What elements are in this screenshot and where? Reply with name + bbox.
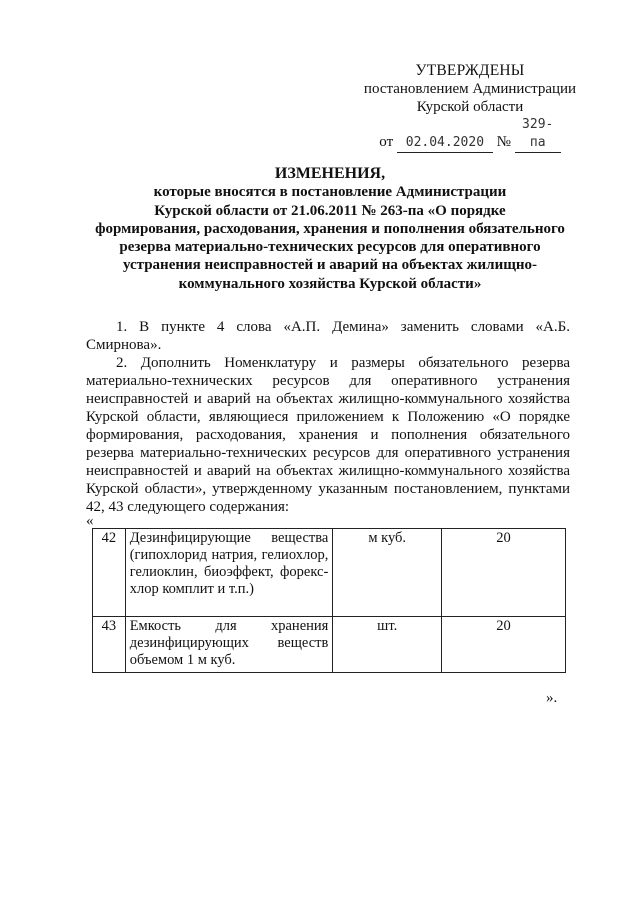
nomenclature-table: [92, 528, 566, 673]
row-name: Емкость для хранения дезинфицирующих веществ объемом 1 м куб.: [125, 617, 333, 673]
number-label: №: [496, 134, 511, 150]
table-row: [93, 529, 566, 617]
document-body: [86, 318, 570, 516]
title-line-3: Курской области от 21.06.2011 № 263-па «О порядке: [154, 202, 506, 219]
approval-block: [355, 62, 585, 153]
document-title: [80, 165, 580, 293]
row-name: Дезинфицирующие вещества (гипохлорид натрия, гелиохлор, гелиоклин, биоэффект, форекс-хлор комплит и т.п.): [125, 529, 333, 617]
opening-quote: «: [86, 513, 94, 529]
row-unit: шт.: [333, 617, 442, 673]
table-row: [93, 617, 566, 673]
row-unit: м куб.: [333, 529, 442, 617]
approval-line-2: Курской области: [416, 99, 524, 115]
approval-heading: УТВЕРЖДЕНЫ: [415, 62, 525, 79]
approval-date: 02.04.2020: [397, 134, 493, 153]
closing-quote: ».: [546, 690, 558, 706]
title-line-2: которые вносятся в постановление Администрации: [153, 184, 507, 201]
row-number: 43: [93, 617, 126, 673]
paragraph-1: 1. В пункте 4 слова «А.П. Демина» заменить словами «А.Б. Смирнова».: [86, 319, 570, 353]
title-line-4: формирования, расходования, хранения и пополнения обязательного: [95, 220, 565, 237]
approval-number: 329-па: [515, 116, 561, 153]
title-line-5: резерва материально-технических ресурсов для оперативного: [119, 239, 541, 256]
approval-date-line: [355, 116, 585, 153]
row-number: 42: [93, 529, 126, 617]
title-line-6: устранения неисправностей и аварий на объектах жилищно-: [122, 257, 538, 274]
row-quantity: 20: [442, 529, 566, 617]
title-line-1: ИЗМЕНЕНИЯ,: [274, 165, 386, 182]
row-quantity: 20: [442, 617, 566, 673]
approval-line-1: постановлением Администрации: [363, 81, 577, 97]
from-label: от: [379, 134, 394, 150]
title-line-7: коммунального хозяйства Курской области»: [178, 275, 482, 292]
paragraph-2: 2. Дополнить Номенклатуру и размеры обязательного резерва материально-технических ресурсов для оперативного устранения неисправностей и аварий на объектах жилищно-коммунального хозяйства Курской области, являющиеся приложением к Положению «О порядке формирования, расходования, хранения и пополнения обязательного резерва материально-технических ресурсов для оперативного устранения неисправностей и аварий на объектах жилищно-коммунального хозяйства Курской области», утвержденному указанным постановлением, пунктами 42, 43 следующего содержания:: [86, 355, 570, 515]
